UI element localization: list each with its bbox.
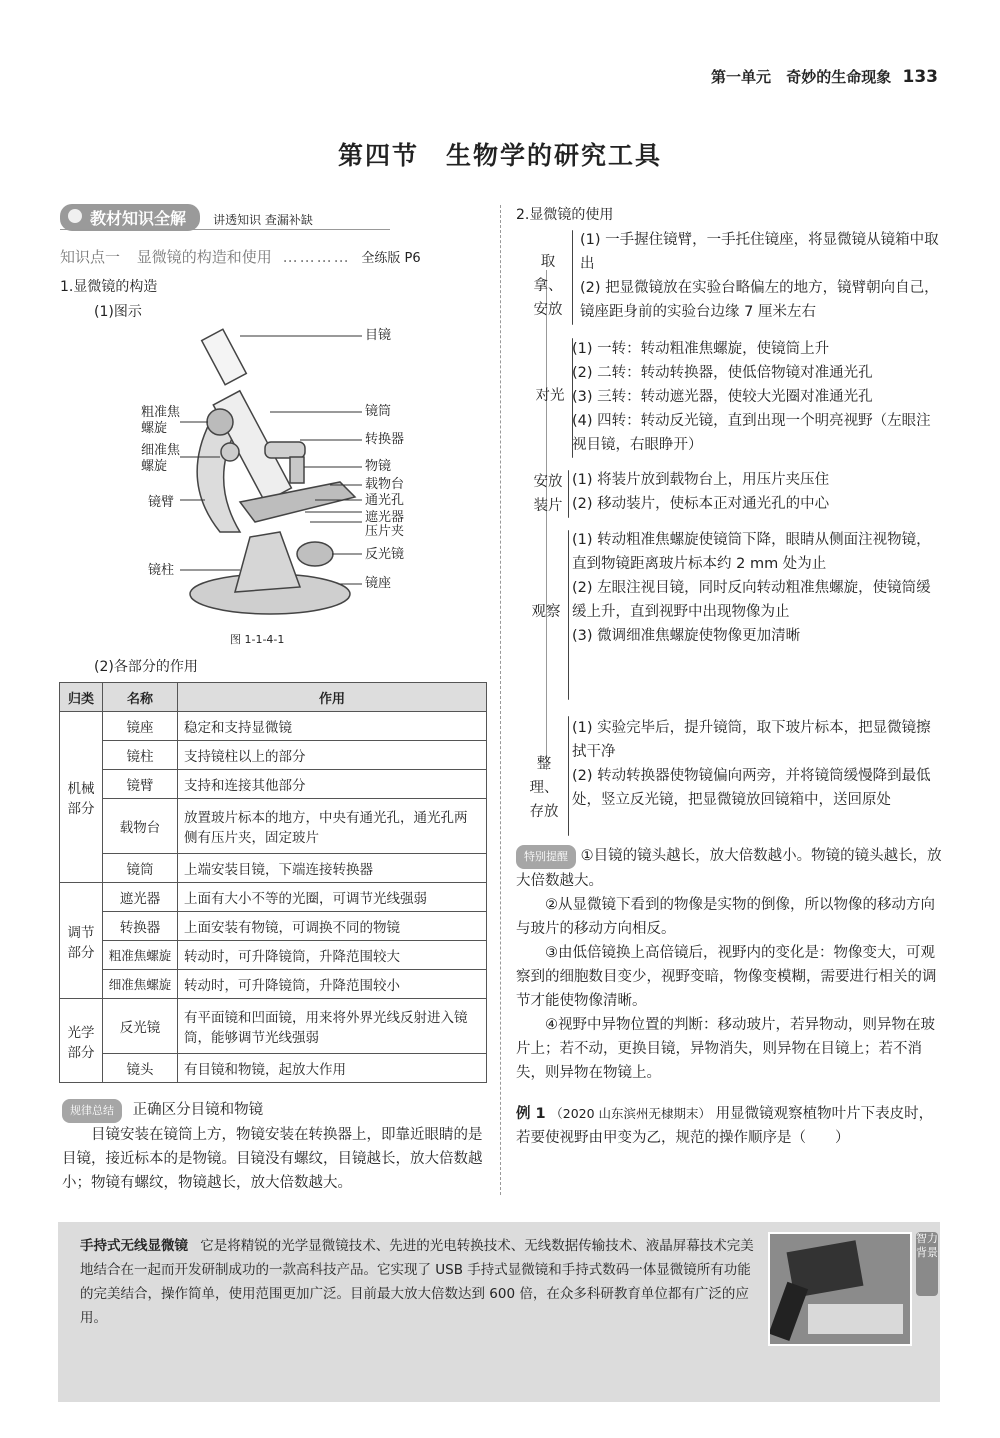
background-text — [80, 1234, 755, 1330]
category-cell: 光学部分 — [60, 999, 103, 1083]
microscope-figure — [140, 322, 480, 632]
background-body: 它是将精锐的光学显微镜技术、先进的光电转换技术、无线数据传输技术、液晶屏幕技术完美地结合在一起而开发研制成功的一款高科技产品。它实现了 USB 手持式显微镜和手持式数码一体显微镜所有功能的完美结合，操作简单，使用范围更加广泛。目前最大放大倍数达到 600 倍，在众多科研教育单位都有广泛的应用。 — [80, 1238, 754, 1326]
step-label: 观察 — [531, 604, 561, 620]
name-cell: 反光镜 — [103, 999, 178, 1054]
label-objective: 物镜 — [365, 459, 392, 474]
page-number: 133 — [902, 67, 938, 87]
step-item: (1) 一手握住镜臂，一手托住镜座，将显微镜从镜箱中取出 — [580, 232, 939, 272]
step-item: (1) 实验完毕后，提升镜筒，取下玻片标本，把显微镜擦拭干净 — [572, 720, 931, 760]
step-label: 取拿、安放 — [533, 254, 563, 318]
tip-item: ②从显微镜下看到的物像是实物的倒像，所以物像的移动方向与玻片的移动方向相反。 — [516, 897, 935, 937]
name-cell: 镜座 — [103, 712, 178, 741]
function-cell: 上端安装目镜，下端连接转换器 — [178, 854, 487, 883]
table-row — [60, 883, 487, 912]
table-row — [60, 912, 487, 941]
function-cell: 上面有大小不等的光圈，可调节光线强弱 — [178, 883, 487, 912]
function-cell: 支持镜柱以上的部分 — [178, 741, 487, 770]
unit-title: 奇妙的生命现象 — [786, 68, 892, 86]
name-cell: 镜头 — [103, 1054, 178, 1083]
table-row — [60, 999, 487, 1054]
background-title: 手持式无线显微镜 — [80, 1238, 188, 1254]
steps-connector — [546, 270, 547, 770]
microscope-photo — [768, 1232, 912, 1346]
step-brace — [568, 530, 569, 700]
label-coarse: 粗准焦螺旋 — [141, 405, 181, 436]
step-items — [572, 528, 942, 648]
category-cell: 机械部分 — [60, 712, 103, 883]
step-label: 对光 — [535, 388, 565, 404]
eyepiece-shape — [202, 329, 247, 384]
table-row — [60, 741, 487, 770]
label-arm: 镜臂 — [148, 495, 175, 510]
category-cell: 调节部分 — [60, 883, 103, 999]
label-nosepiece: 转换器 — [365, 432, 405, 447]
label-fine: 细准焦螺旋 — [141, 443, 181, 474]
kp-dots: ………… — [282, 248, 351, 266]
example-text: 用显微镜观察植物叶片下表皮时，若要使视野由甲变为乙，规范的操作顺序是（ ） — [516, 1106, 934, 1146]
label-tube: 镜筒 — [365, 404, 392, 419]
sub-2: (2)各部分的作用 — [94, 659, 198, 675]
table-row — [60, 1054, 487, 1083]
function-cell: 有平面镜和凹面镜，用来将外界光线反射进入镜筒，能够调节光线强弱 — [178, 999, 487, 1054]
label-base: 镜座 — [365, 576, 392, 591]
name-cell: 转换器 — [103, 912, 178, 941]
label-pillar: 镜柱 — [148, 563, 175, 578]
step-item: (2) 把显微镜放在实验台略偏左的地方，镜臂朝向自己，镜座距身前的实验台边缘 7 厘米左右 — [580, 280, 939, 320]
sub-1: (1)图示 — [94, 304, 142, 320]
step-item: (2) 左眼注视目镜，同时反向转动粗准焦螺旋，使镜筒缓缓上升，直到视野中出现物像为止 — [572, 580, 931, 620]
step-brace — [568, 716, 569, 836]
table-row — [60, 799, 487, 854]
name-cell: 遮光器 — [103, 883, 178, 912]
knowledge-point — [60, 246, 421, 267]
table-row — [60, 712, 487, 741]
label-eyepiece: 目镜 — [365, 328, 392, 343]
function-cell: 转动时，可升降镜筒，升降范围较大 — [178, 941, 487, 970]
rule-title: 正确区分目镜和物镜 — [132, 1102, 264, 1118]
table-row — [60, 854, 487, 883]
th-name: 名称 — [103, 683, 178, 712]
step-brace — [568, 470, 569, 518]
unit-label: 第一单元 — [711, 68, 772, 86]
th-function: 作用 — [178, 683, 487, 712]
label-clip: 压片夹 — [365, 524, 405, 539]
step-items — [580, 228, 940, 324]
tip-item: ①目镜的镜头越长，放大倍数越小。物镜的镜头越长，放大倍数越大。 — [516, 848, 942, 889]
item-1: 1.显微镜的构造 — [60, 279, 158, 295]
tip-tag: 特别提醒 — [516, 845, 576, 869]
coarse-knob-shape — [207, 409, 233, 435]
label-mirror: 反光镜 — [365, 547, 405, 562]
fine-knob-shape — [221, 443, 239, 461]
page-title: 第四节 生物学的研究工具 — [337, 141, 662, 170]
function-cell: 转动时，可升降镜筒，升降范围较小 — [178, 970, 487, 999]
step-label: 安放装片 — [533, 474, 563, 514]
column-divider — [500, 205, 502, 1195]
section-banner-label: 教材知识全解 — [60, 204, 200, 231]
kp-ref: 全练版 P6 — [361, 251, 421, 266]
step-item: (3) 微调细准焦螺旋使物像更加清晰 — [572, 628, 801, 644]
table-row — [60, 941, 487, 970]
label-diaphragm: 遮光器 — [365, 510, 405, 525]
tips-block — [516, 844, 944, 1085]
kp-title: 显微镜的构造和使用 — [136, 248, 272, 266]
label-stage: 载物台 — [365, 477, 405, 492]
name-cell: 镜臂 — [103, 770, 178, 799]
step-item: (2) 转动转换器使物镜偏向两旁，并将镜筒缓慢降到最低处，竖立反光镜，把显微镜放回镜箱中，送回原处 — [572, 768, 931, 808]
table-row — [60, 770, 487, 799]
rule-text: 目镜安装在镜筒上方，物镜安装在转换器上，即靠近眼睛的是目镜，接近标本的是物镜。目镜没有螺纹，目镜越长，放大倍数越小；物镜有螺纹，物镜越长，放大倍数越大。 — [62, 1127, 483, 1191]
tip-item: ③由低倍镜换上高倍镜后，视野内的变化是：物像变大，可观察到的细胞数目变少，视野变暗，物像变模糊，需要进行相关的调节才能使物像清晰。 — [516, 945, 937, 1009]
example-label: 例 1 — [516, 1106, 546, 1122]
rule-summary — [62, 1098, 492, 1195]
tip-item: ④视野中异物位置的判断：移动玻片，若异物动，则异物在玻片上；若不动，更换目镜，异物消失，则异物在目镜上；若不消失，则异物在物镜上。 — [516, 1017, 935, 1081]
table-header-row — [60, 683, 487, 712]
step-item: (3) 三转：转动遮光器，使较大光圈对准通光孔 — [572, 389, 873, 405]
rule-tag: 规律总结 — [62, 1099, 122, 1123]
step-item: (2) 移动装片，使标本正对通光孔的中心 — [572, 496, 830, 512]
function-cell: 有目镜和物镜，起放大作用 — [178, 1054, 487, 1083]
page-header — [711, 66, 938, 87]
figure-caption: 图 1-1-4-1 — [230, 633, 285, 646]
example-source: （2020 山东滨州无棣期末） — [550, 1106, 712, 1121]
step-item: (4) 四转：转动反光镜，直到出现一个明亮视野（左眼注视目镜，右眼睁开） — [572, 413, 931, 453]
step-item: (2) 二转：转动转换器，使低倍物镜对准通光孔 — [572, 365, 873, 381]
name-cell: 粗准焦螺旋 — [103, 941, 178, 970]
name-cell: 镜筒 — [103, 854, 178, 883]
step-brace — [572, 230, 573, 325]
mirror-shape — [297, 542, 333, 566]
function-cell: 稳定和支持显微镜 — [178, 712, 487, 741]
example-block — [516, 1102, 944, 1150]
objective-shape — [290, 457, 304, 483]
table-row — [60, 970, 487, 999]
step-items — [572, 468, 942, 516]
label-aperture: 通光孔 — [365, 493, 405, 508]
item-2: 2.显微镜的使用 — [516, 207, 614, 223]
nosepiece-shape — [265, 442, 305, 458]
step-items — [572, 716, 942, 812]
name-cell: 镜柱 — [103, 741, 178, 770]
name-cell: 载物台 — [103, 799, 178, 854]
step-item: (1) 将装片放到载物台上，用压片夹压住 — [572, 472, 830, 488]
function-cell: 上面安装有物镜，可调换不同的物镜 — [178, 912, 487, 941]
name-cell: 细准焦螺旋 — [103, 970, 178, 999]
step-items — [572, 337, 942, 457]
section-subtitle: 讲透知识 查漏补缺 — [213, 213, 313, 227]
banner-underline — [60, 229, 390, 230]
step-item: (1) 一转：转动粗准焦螺旋，使镜筒上升 — [572, 341, 830, 357]
step-label: 整理、存放 — [529, 756, 559, 820]
function-cell: 支持和连接其他部分 — [178, 770, 487, 799]
step-item: (1) 转动粗准焦螺旋使镜筒下降，眼睛从侧面注视物镜，直到物镜距离玻片标本约 2 mm 处为止 — [572, 532, 931, 572]
side-tab: 智力背景 — [916, 1232, 938, 1296]
section-banner — [60, 204, 313, 228]
parts-table — [59, 682, 487, 1083]
pillar-shape — [235, 532, 300, 592]
kp-label: 知识点一 — [60, 248, 121, 266]
function-cell: 放置玻片标本的地方，中央有通光孔，通光孔两侧有压片夹，固定玻片 — [178, 799, 487, 854]
th-category: 归类 — [60, 683, 103, 712]
